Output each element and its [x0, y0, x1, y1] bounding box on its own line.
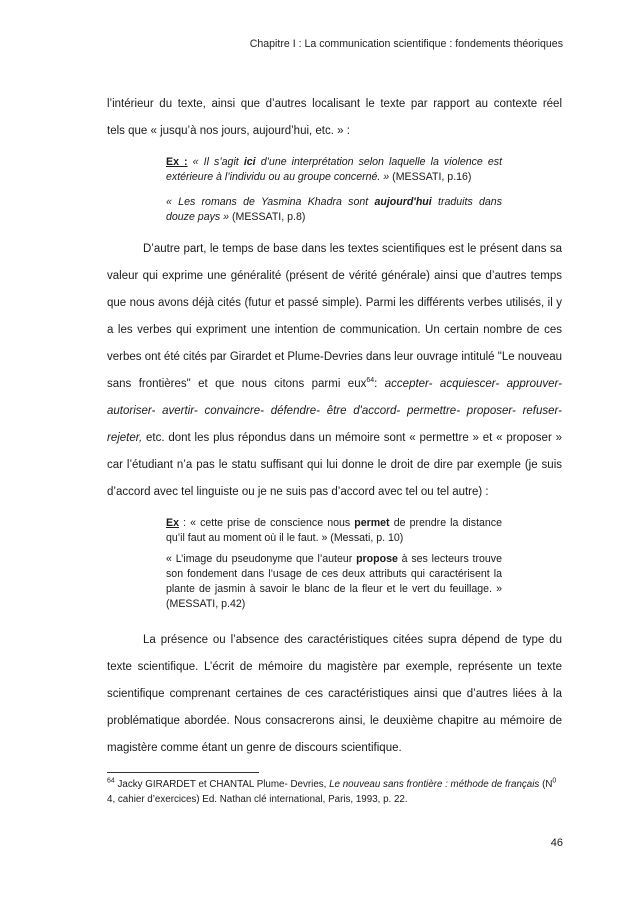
- example-quote-2: [166, 195, 502, 225]
- example-label-2: Ex: [166, 517, 179, 529]
- example-label: Ex :: [166, 156, 188, 168]
- example-quote-3: [166, 516, 502, 546]
- quote-1-citation: (MESSATI, p.16): [392, 171, 472, 183]
- quote-3-text-a: : « cette prise de conscience nous: [178, 517, 355, 529]
- running-header: Chapitre I : La communication scientifique : fondements théoriques: [249, 38, 563, 50]
- quote-4-text-a: « L’image du pseudonyme que l’auteur: [166, 553, 357, 565]
- quote-3-text-b: de prendre la distance qu’il faut au moment où il le faut. » (Messati, p. 10): [166, 517, 502, 544]
- footnote-rule: [107, 772, 259, 773]
- paragraph-intro: [107, 91, 562, 145]
- quote-2-citation: (MESSATI, p.8): [231, 211, 306, 223]
- intro-line-2: tels que « jusqu’à nos jours, aujourd’hui, etc. » :: [107, 125, 350, 137]
- verbs-list: accepter- acquiescer- approuver- autoriser- avertir- convaincre- défendre- être d'accord- permettre- proposer- refuser- rejeter,: [107, 378, 563, 444]
- example-quote-4: [166, 552, 502, 612]
- quote-2-text-a: « Les romans de Yasmina Khadra sont: [166, 196, 375, 208]
- footnote-text-c: 4, cahier d’exercices) Ed. Nathan clé international, Paris, 1993, p. 22.: [107, 794, 408, 805]
- quote-1-text-a: « Il s’agit: [192, 156, 244, 168]
- paragraph-conclusion: La présence ou l’absence des caractéristiques citées supra dépend de type du texte scientifique. L’écrit de mémoire du magistère par exemple, représente un texte scientifique comprenant certaines de ces caractéristiques ainsi que d’autres liées à la problématique abordée. Nous consacrerons ainsi, le deuxième chapitre au mémoire de magistère comme étant un genre de discours scientifique.: [107, 634, 562, 754]
- quote-2-text-b: traduits dans douze pays »: [166, 196, 502, 223]
- footnote-book-title: Le nouveau sans frontière : méthode de français: [329, 779, 540, 790]
- verbs-text-b: etc. dont les plus répondus dans un mémoire sont « permettre » et « proposer » car l’étudiant n’a pas le statu suffisant qui lui donne le droit de dire par exemple (je suis d’accord avec tel linguiste ou je ne suis pas d’accord avec tel ou tel autre) :: [107, 432, 562, 498]
- footnote-reference: 64: [366, 377, 375, 385]
- verbs-colon: :: [374, 378, 385, 390]
- footnote: [107, 777, 562, 807]
- paragraph-verbs: [107, 236, 562, 506]
- example-block-1: [166, 155, 502, 225]
- intro-line-1: l’intérieur du texte, ainsi que d’autres localisant le texte par rapport au contexte réel: [107, 98, 562, 110]
- footnote-superscript: 0: [552, 777, 557, 785]
- quote-1-text-b: d’une interprétation selon laquelle la violence est extérieure à l’individu ou au groupe concerné. »: [166, 156, 503, 183]
- verbs-text-a: D’autre part, le temps de base dans les textes scientifiques est le présent dans sa valeur qui exprime une généralité (présent de vérité générale) ainsi que d’autres temps que nous avons déjà cités (futur et passé simple). Parmi les différents verbes utilisés, il y a les verbes qui expriment une intention de communication. Un certain nombre de ces verbes ont été cités par Girardet et Plume-Devries dans leur ouvrage intitulé "Le nouveau sans frontières" et que nous citons parmi eux: [107, 243, 562, 390]
- quote-2-bold: aujourd'hui: [374, 196, 432, 208]
- page-number: 46: [550, 837, 563, 849]
- quote-1-bold: ici: [243, 156, 256, 168]
- example-block-2: [166, 516, 502, 612]
- footnote-text-a: Jacky GIRARDET et CHANTAL Plume- Devries,: [114, 779, 330, 790]
- quote-4-bold: propose: [356, 553, 398, 565]
- footnote-number: 64: [107, 777, 115, 785]
- footnote-text-b: (N: [539, 779, 553, 790]
- quote-4-text-b: à ses lecteurs trouve son fondement dans l’usage de ces deux attributs qui caractérisent la plante de jasmin à savoir le blanc de la fleur et le vert du feuillage. » (MESSATI, p.42): [166, 553, 502, 610]
- quote-3-bold: permet: [354, 517, 390, 529]
- example-quote-1: [166, 155, 502, 185]
